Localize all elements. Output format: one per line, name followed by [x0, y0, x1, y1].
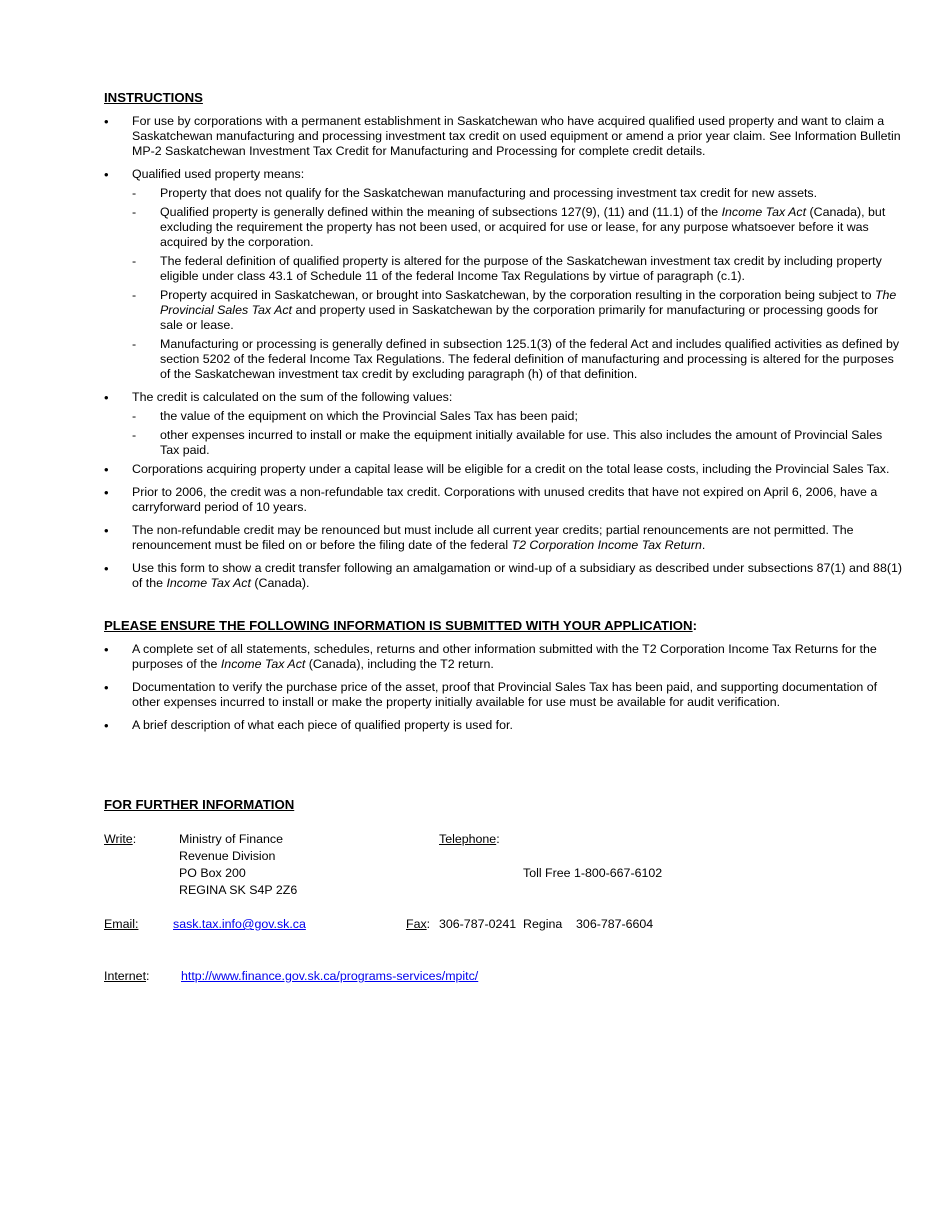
- write-label-text: Write: [104, 832, 133, 846]
- bullet-text: • A brief description of what each piece of qualified property is used for.: [132, 718, 513, 732]
- further-info-heading: FOR FURTHER INFORMATION: [104, 797, 295, 812]
- fax-label-text: Fax: [406, 917, 427, 931]
- telephone-numbers: [523, 831, 662, 950]
- sub-list-item: [132, 288, 904, 333]
- address-line: Ministry of Finance: [179, 832, 283, 846]
- bullet-text: • Qualified used property means:: [132, 167, 305, 181]
- bullet-text: • For use by corporations with a permanent establishment in Saskatchewan who have acquired qualified used property and want to claim a Saskatchewan manufacturing and processing investment tax credit on used equipment or amend a prior year claim. See Information Bulletin MP-2 Saskatchewan Investment Tax Credit for Manufacturing and Processing for complete credit details.: [132, 114, 901, 158]
- sub-item-text: (Canada), but excluding the requirement the property has not been used, or acquired for use or lease, for any purpose whatsoever before it was acquired by the corporation.: [160, 205, 886, 249]
- list-item: [104, 167, 904, 382]
- list-item: [104, 680, 904, 710]
- fax-label: Fax:: [406, 917, 431, 931]
- submission-heading: [104, 617, 904, 634]
- sub-item-text: Property that does not qualify for the Saskatchewan manufacturing and processing investment tax credit for new assets.: [160, 186, 818, 200]
- list-item: [104, 114, 904, 159]
- bullet-text: • Documentation to verify the purchase price of the asset, proof that Provincial Sales Tax has been paid, and supporting documentation of other expenses incurred to install or make the property initially available for use must be available for audit verification.: [132, 680, 878, 709]
- list-item: [104, 485, 904, 515]
- list-item: [104, 642, 904, 672]
- sub-list-item: [132, 428, 904, 458]
- phone-line: Regina 306-787-6604: [523, 917, 654, 931]
- bullet-text: [132, 642, 904, 672]
- address-line: Revenue Division: [179, 849, 276, 863]
- bullet-text-part: (Canada).: [250, 576, 310, 590]
- list-item: [104, 561, 904, 591]
- instructions-page: [104, 89, 904, 733]
- sub-list-item: [132, 186, 904, 201]
- instructions-heading: INSTRUCTIONS: [104, 90, 203, 105]
- act-title: Income Tax Act: [721, 205, 807, 219]
- act-title: The Provincial Sales Tax Act: [160, 288, 897, 317]
- bullet-text-part: A complete set of all statements, schedules, returns and other information submitted with the T2 Corporation Income Tax Returns for the purposes of the: [132, 642, 877, 671]
- mailing-address: [179, 831, 297, 899]
- internet-label-text: Internet: [104, 969, 147, 983]
- sub-list-item: [132, 337, 904, 382]
- bullet-text: [132, 523, 904, 553]
- instructions-list: [104, 114, 904, 591]
- bullet-text-part: .: [701, 538, 706, 552]
- sub-item-text: Manufacturing or processing is generally defined in subsection 125.1(3) of the federal Act and includes qualified activities as defined by section 5202 of the federal Income Tax Regulations. The federal definition of manufacturing and processing is altered for the purposes of the Saskatchewan investment tax credit by excluding paragraph (h) of that definition.: [160, 337, 900, 381]
- list-item: [104, 523, 904, 553]
- return-title: T2 Corporation Income Tax Return: [511, 538, 702, 552]
- act-title: Income Tax Act: [166, 576, 251, 590]
- bullet-text-part: The non-refundable credit may be renounced but must include all current year credits; partial renouncements are not permitted. The renouncement must be filed on or before the filing date of the federal: [132, 523, 854, 552]
- telephone-label: Telephone:: [439, 832, 500, 846]
- sub-item-text: The federal definition of qualified property is altered for the purpose of the Saskatchewan investment tax credit by including property eligible under class 43.1 of Schedule 11 of the federal Income Tax Regulations by virtue of paragraph (c.1).: [160, 254, 882, 283]
- website-link[interactable]: http://www.finance.gov.sk.ca/programs-services/mpitc/: [181, 969, 479, 983]
- bullet-text: • The credit is calculated on the sum of the following values:: [132, 390, 453, 404]
- sub-list-item: [132, 205, 904, 250]
- submission-heading-text: PLEASE ENSURE THE FOLLOWING INFORMATION IS SUBMITTED WITH YOUR APPLICATION: [104, 618, 693, 633]
- address-line: REGINA SK S4P 2Z6: [179, 883, 298, 897]
- bullet-text: [132, 561, 904, 591]
- internet-label: Internet:: [104, 969, 150, 983]
- bullet-text: • Corporations acquiring property under a capital lease will be eligible for a credit on the total lease costs, including the Provincial Sales Tax.: [132, 462, 890, 476]
- list-item: [104, 462, 904, 477]
- sub-list-item: [132, 254, 904, 284]
- fax-number: 306-787-0241: [439, 917, 517, 931]
- sub-list: [132, 409, 904, 458]
- list-item: [104, 390, 904, 458]
- list-item: [104, 718, 904, 733]
- sub-item-text: Property acquired in Saskatchewan, or brought into Saskatchewan, by the corporation resulting in the corporation being subject to: [160, 288, 875, 302]
- sub-list: [132, 186, 904, 382]
- sub-item-text: other expenses incurred to install or make the equipment initially available for use. This also includes the amount of Provincial Sales Tax paid.: [160, 428, 883, 457]
- address-line: PO Box 200: [179, 866, 246, 880]
- submission-list: [104, 642, 904, 733]
- phone-line: Toll Free 1-800-667-6102: [523, 866, 663, 880]
- bullet-text: • Prior to 2006, the credit was a non-refundable tax credit. Corporations with unused credits that have not expired on April 6, 2006, have a carryforward period of 10 years.: [132, 485, 878, 514]
- sub-list-item: [132, 409, 904, 424]
- email-link[interactable]: sask.tax.info@gov.sk.ca: [173, 917, 306, 931]
- write-label: Write:: [104, 832, 137, 846]
- act-title: Income Tax Act: [220, 657, 306, 671]
- email-label: Email:: [104, 917, 139, 931]
- bullet-text-part: (Canada), including the T2 return.: [305, 657, 494, 671]
- heading-colon: :: [692, 618, 697, 633]
- sub-item-text: the value of the equipment on which the Provincial Sales Tax has been paid;: [160, 409, 578, 423]
- sub-item-text: and property used in Saskatchewan by the corporation primarily for manufacturing or processing goods for sale or lease.: [160, 303, 879, 332]
- sub-item-text: Qualified property is generally defined within the meaning of subsections 127(9), (11) and (11.1) of the: [160, 205, 722, 219]
- telephone-label-text: Telephone: [439, 832, 497, 846]
- bullet-text-part: Use this form to show a credit transfer following an amalgamation or wind-up of a subsidiary as described under subsections 87(1) and 88(1) of the: [132, 561, 902, 590]
